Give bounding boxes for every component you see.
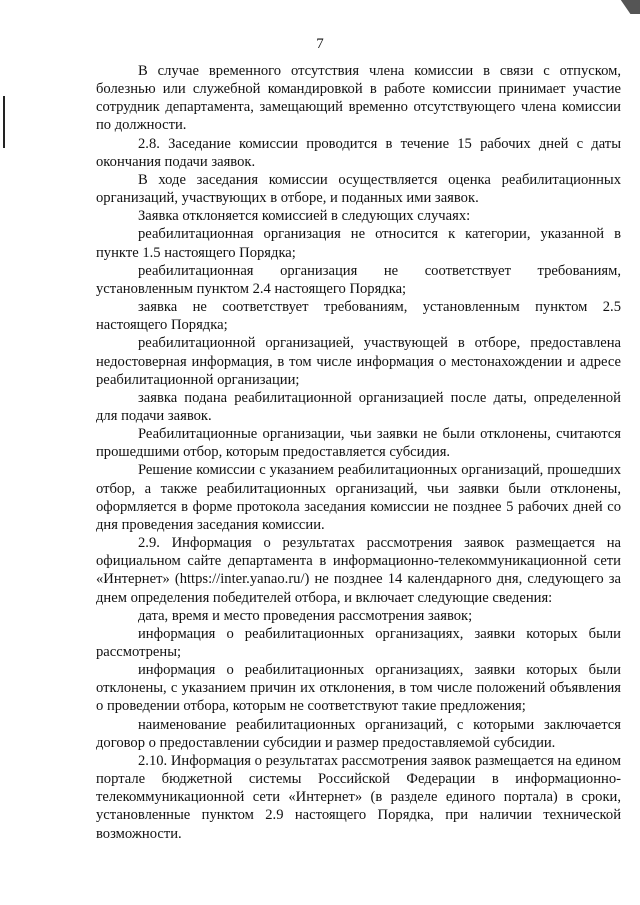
scan-margin-mark [3, 96, 5, 148]
scan-corner-mark [616, 0, 640, 14]
paragraph: дата, время и место проведения рассмотрения заявок; [138, 607, 473, 624]
paragraph: В случае временного отсутствия члена комиссии в связи с отпуском, болезнью или служебной командировкой в работе комиссии принимает участие сотрудник департамента, замещающий временно отсутствующего члена комиссии по должности. [96, 63, 621, 134]
paragraph: информация о реабилитационных организациях, заявки которых были рассмотрены; [96, 625, 621, 660]
paragraph: реабилитационной организацией, участвующей в отборе, предоставлена недостоверная информация, в том числе информация о местонахождении и адресе реабилитационной организации; [96, 335, 621, 388]
paragraph: заявка не соответствует требованиям, установленным пунктом 2.5 настоящего Порядка; [96, 299, 621, 334]
paragraph: заявка подана реабилитационной организацией после даты, определенной для подачи заявок. [96, 389, 621, 424]
paragraph: В ходе заседания комиссии осуществляется оценка реабилитационных организаций, участвующих в отборе, и поданных ими заявок. [96, 171, 621, 207]
paragraph: наименование реабилитационных организаций, с которыми заключается договор о предоставлении субсидии и размер предоставляемой субсидии. [96, 716, 621, 751]
paragraph: Реабилитационные организации, чьи заявки не были отклонены, считаются прошедшими отбор, которым предоставляется субсидия. [96, 426, 621, 461]
paragraph: 2.8. Заседание комиссии проводится в течение 15 рабочих дней с даты окончания подачи заявок. [96, 135, 621, 170]
paragraph: реабилитационная организация не соответствует требованиям, установленным пунктом 2.4 настоящего Порядка; [96, 262, 621, 297]
paragraph: реабилитационная организация не относится к категории, указанной в пункте 1.5 настоящего Порядка; [96, 226, 621, 261]
paragraph: Решение комиссии с указанием реабилитационных организаций, прошедших отбор, а также реабилитационных организаций, чьи заявки были отклонены, оформляется в форме протокола заседания комиссии не позднее 5 рабочих дней со дня проведения заседания комиссии. [96, 462, 621, 533]
paragraph: Заявка отклоняется комиссией в следующих случаях: [138, 208, 471, 225]
paragraph: информация о реабилитационных организациях, заявки которых были отклонены, с указанием причин их отклонения, в том числе положений объявления о проведении отбора, которым не соответствуют такие предложения; [96, 662, 621, 715]
document-body [96, 62, 621, 843]
page-number: 7 [316, 36, 324, 52]
paragraph: 2.9. Информация о результатах рассмотрения заявок размещается на официальном сайте департамента в информационно-телекоммуникационной сети «Интернет» (https://inter.yanao.ru/) не позднее 14 календарного дня, следующего за днем определения победителей отбора, и включает следующие сведения: [96, 535, 621, 606]
paragraph: 2.10. Информация о результатах рассмотрения заявок размещается на едином портале бюджетной системы Российской Федерации в информационно-телекоммуникационной сети «Интернет» (в разделе единого портала) в сроки, установленные пунктом 2.9 настоящего Порядка, при наличии технической возможности. [96, 752, 621, 842]
